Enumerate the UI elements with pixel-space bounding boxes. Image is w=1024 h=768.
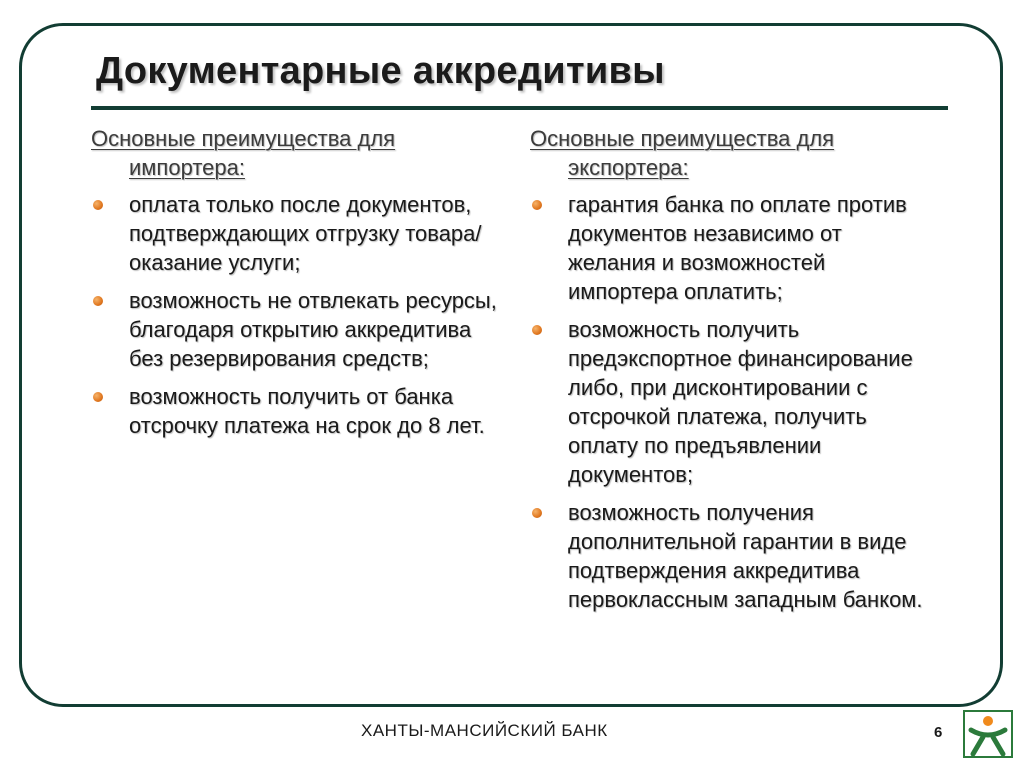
importer-column xyxy=(91,124,506,449)
list-item-text: возможность получить от банка отсрочку платежа на срок до 8 лет. xyxy=(129,384,485,438)
list-item xyxy=(530,315,930,489)
list-item xyxy=(91,382,506,440)
list-item-text: возможность получения дополнительной гарантии в виде подтверждения аккредитива первоклассным западным банком. xyxy=(568,500,923,612)
importer-benefits-list xyxy=(91,190,506,440)
list-item xyxy=(91,190,506,277)
bullet-icon xyxy=(93,392,103,402)
bullet-icon xyxy=(93,200,103,210)
bank-name: ХАНТЫ-МАНСИЙСКИЙ БАНК xyxy=(361,721,608,740)
bullet-icon xyxy=(532,200,542,210)
list-item xyxy=(91,286,506,373)
bullet-icon xyxy=(532,508,542,518)
bullet-icon xyxy=(93,296,103,306)
importer-heading-text: Основные преимущества для импортера: xyxy=(91,126,396,180)
exporter-heading xyxy=(530,124,930,182)
exporter-benefits-list xyxy=(530,190,930,614)
bullet-icon xyxy=(532,325,542,335)
slide-title: Документарные аккредитивы xyxy=(96,50,665,92)
list-item xyxy=(530,190,930,306)
list-item-text: гарантия банка по оплате против документов независимо от желания и возможностей импортера оплатить; xyxy=(568,192,907,304)
exporter-column xyxy=(530,124,930,623)
list-item-text: возможность не отвлекать ресурсы, благодаря открытию аккредитива без резервирования средств; xyxy=(129,288,497,371)
importer-heading xyxy=(91,124,506,182)
list-item-text: оплата только после документов, подтверждающих отгрузку товара/оказание услуги; xyxy=(129,192,482,275)
list-item-text: возможность получить предэкспортное финансирование либо, при дисконтировании с отсрочкой платежа, получить оплату по предъявлении документов; xyxy=(568,317,913,487)
exporter-heading-text: Основные преимущества для экспортера: xyxy=(530,126,835,180)
page-number: 6 xyxy=(934,724,943,741)
title-underline xyxy=(91,106,948,110)
list-item xyxy=(530,498,930,614)
bank-logo-icon xyxy=(963,710,1013,758)
